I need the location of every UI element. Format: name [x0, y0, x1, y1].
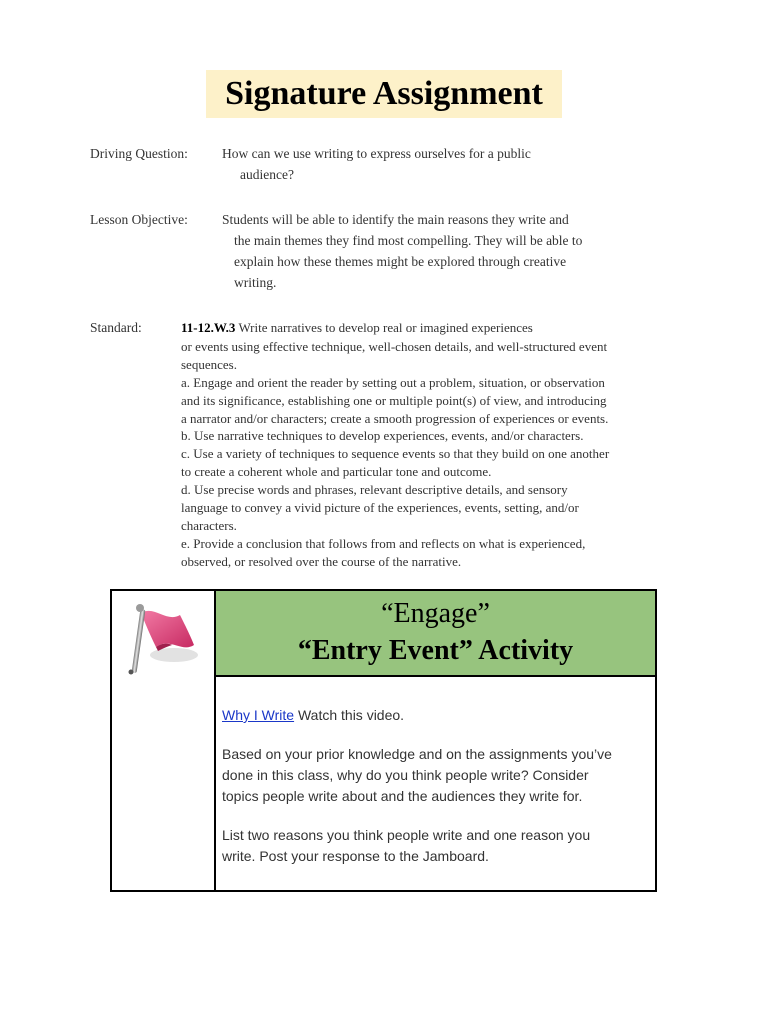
activity-heading-engage: “Engage”: [381, 598, 490, 629]
standard-line: a narrator and/or characters; create a smooth progression of experiences or events.: [181, 411, 609, 426]
page-title: Signature Assignment: [206, 70, 562, 118]
standard-line: a. Engage and orient the reader by setting out a problem, situation, or observation: [181, 375, 605, 390]
activity-header: [216, 591, 655, 677]
activity-para1-line: done in this class, why do you think people write? Consider: [222, 767, 589, 783]
lesson-objective-line: writing.: [234, 275, 277, 290]
activity-icon-cell: [112, 591, 216, 890]
lesson-objective-label: Lesson Objective:: [90, 212, 188, 227]
standard-first-line: [181, 320, 533, 336]
activity-para2-line: write. Post your response to the Jamboard.: [222, 848, 489, 864]
activity-para1-line: Based on your prior knowledge and on the assignments you’ve: [222, 746, 612, 762]
activity-para1-line: topics people write about and the audiences they write for.: [222, 788, 583, 804]
activity-table: [110, 589, 657, 892]
standard-line: and its significance, establishing one or multiple point(s) of view, and introducing: [181, 393, 607, 408]
standard-line: b. Use narrative techniques to develop experiences, events, and/or characters.: [181, 428, 584, 443]
standard-label: Standard:: [90, 320, 142, 335]
activity-heading-title: “Entry Event” Activity: [297, 635, 574, 666]
lesson-objective-line: Students will be able to identify the main reasons they write and: [222, 212, 569, 227]
why-i-write-link[interactable]: Why I Write: [222, 707, 295, 723]
standard-line: observed, or resolved over the course of the narrative.: [181, 554, 462, 569]
lesson-objective-line: explain how these themes might be explored through creative: [234, 254, 567, 269]
driving-question-line: audience?: [240, 167, 294, 182]
standard-line: to create a coherent whole and particular tone and outcome.: [181, 464, 492, 479]
video-line: [222, 707, 404, 723]
driving-question-line: How can we use writing to express ourselves for a public: [222, 146, 531, 161]
video-instruction: Watch this video.: [294, 707, 405, 723]
standard-line: e. Provide a conclusion that follows from and reflects on what is experienced,: [181, 536, 586, 551]
lesson-objective-line: the main themes they find most compelling. They will be able to: [234, 233, 583, 248]
activity-para2-line: List two reasons you think people write and one reason you: [222, 827, 591, 843]
standard-first-text: Write narratives to develop real or imagined experiences: [238, 320, 533, 335]
standard-line: c. Use a variety of techniques to sequence events so that they build on one another: [181, 446, 610, 461]
standard-line: characters.: [181, 518, 237, 533]
standard-line: d. Use precise words and phrases, relevant descriptive details, and sensory: [181, 482, 568, 497]
standard-line: language to convey a vivid picture of the experiences, events, setting, and/or: [181, 500, 579, 515]
flag-icon: [122, 597, 202, 687]
standard-line: or events using effective technique, well-chosen details, and well-structured event: [181, 339, 608, 354]
driving-question-label: Driving Question:: [90, 146, 188, 161]
standard-code: 11-12.W.3: [181, 320, 236, 335]
standard-line: sequences.: [181, 357, 237, 372]
